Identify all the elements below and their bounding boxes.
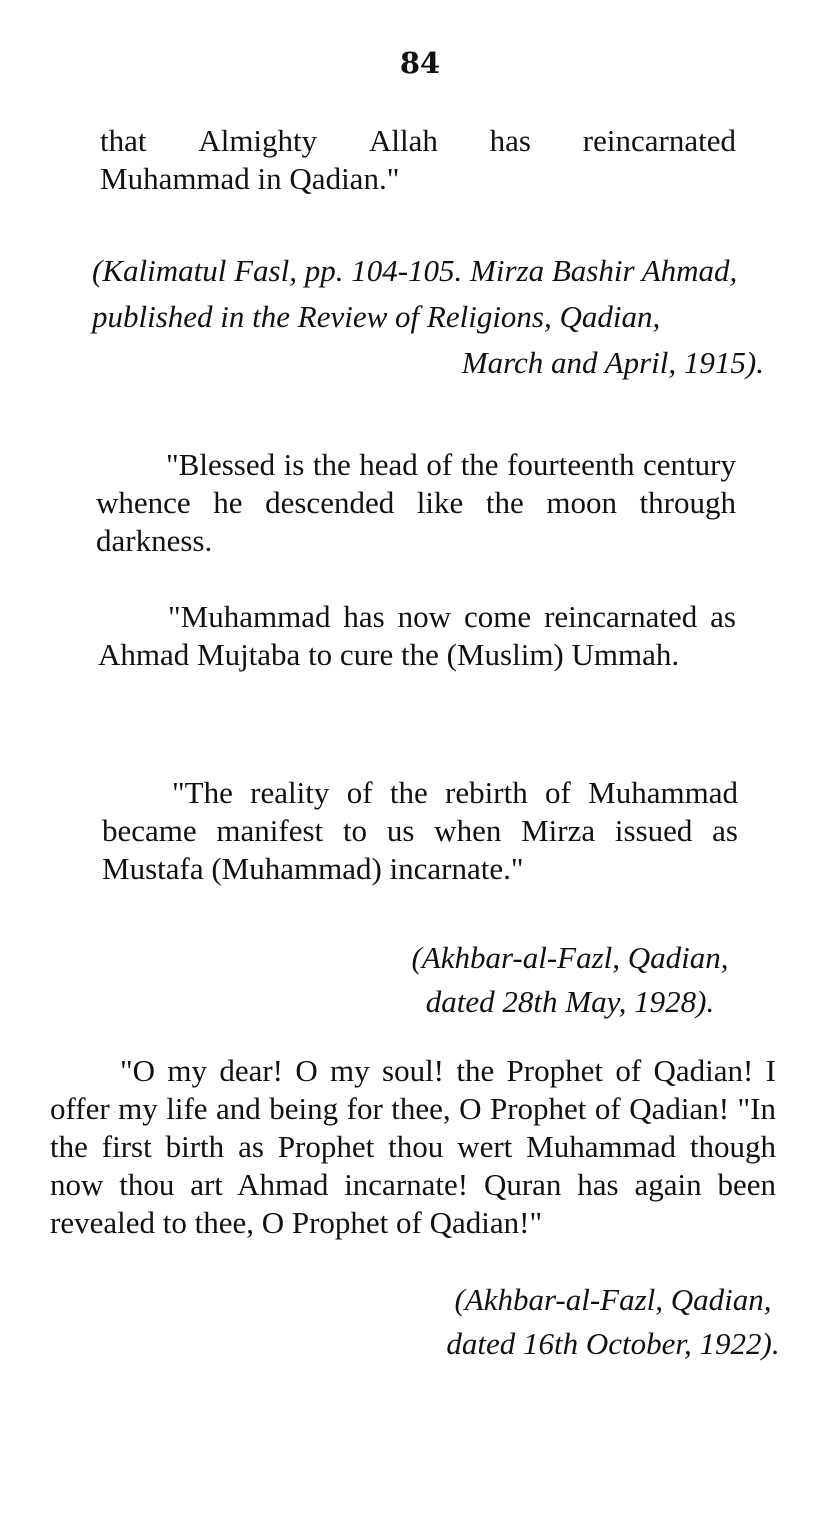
word: reincarnated: [582, 123, 736, 158]
citation-line: (Akhbar-al-Fazl, Qadian,: [411, 940, 729, 975]
citation-line: dated 28th May, 1928).: [425, 984, 715, 1019]
word: Allah: [368, 123, 438, 158]
page-number: 84: [399, 46, 441, 80]
citation-akhbar-al-fazl-1922: [428, 1278, 798, 1366]
word: Almighty: [198, 123, 318, 158]
citation-kalimatul-fasl: [92, 248, 764, 386]
word: that: [100, 123, 147, 158]
citation-line: (Kalimatul Fasl, pp. 104-105. Mirza Bashir Ahmad,: [92, 253, 738, 288]
word: has: [489, 123, 531, 158]
passage-line: [100, 122, 736, 160]
citation-line: March and April, 1915).: [461, 345, 764, 380]
passage-prophet-of-qadian: "O my dear! O my soul! the Prophet of Qadian! I offer my life and being for thee, O Prophet of Qadian! "In the first birth as Prophet thou wert Muhammad though now thou art Ahmad incarnate! Quran has again been revealed to thee, O Prophet of Qadian!": [50, 1053, 776, 1240]
citation-line: published in the Review of Religions, Qadian,: [92, 299, 661, 334]
citation-akhbar-al-fazl-1928: [380, 936, 760, 1024]
passage-ahmad-mujtaba: "Muhammad has now come reincarnated as Ahmad Mujtaba to cure the (Muslim) Ummah.: [98, 599, 736, 672]
citation-line: dated 16th October, 1922).: [446, 1326, 780, 1361]
passage-reincarnated-muhammad: [100, 122, 736, 198]
citation-line: (Akhbar-al-Fazl, Qadian,: [454, 1282, 772, 1317]
passage-blessed-century: "Blessed is the head of the fourteenth century whence he descended like the moon through darkness.: [96, 447, 736, 558]
passage-rebirth-of-muhammad: "The reality of the rebirth of Muhammad became manifest to us when Mirza issued as Mustafa (Muhammad) incarnate.": [102, 775, 738, 886]
passage-line: Muhammad in Qadian.": [100, 161, 400, 196]
